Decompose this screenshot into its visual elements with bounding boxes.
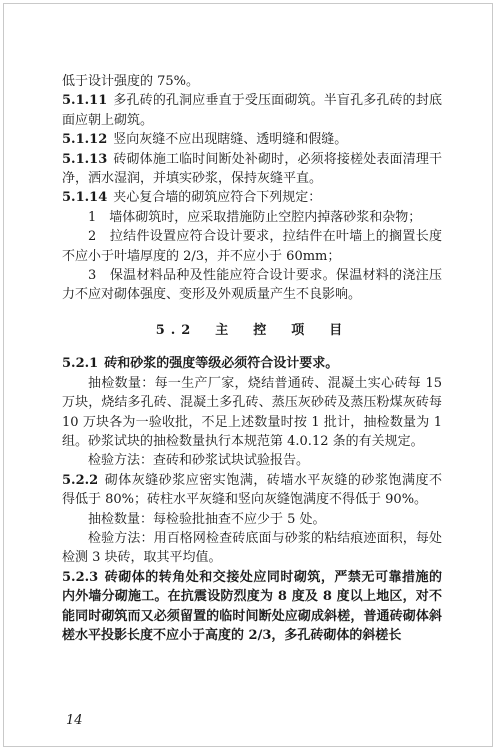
clause-text: 砖砌体的转角处和交接处应同时砌筑，严禁无可靠措施的内外墙分砌施工。在抗震设防烈度为 8 度及 8 度以上地区，对不能同时砌筑而又必须留置的临时间断处应砌成斜槎，普通砖砌体斜槎水平投影长度不应小于高度的 2/3，多孔砖砌体的斜槎长 — [62, 569, 442, 643]
clause-number: 5.1.13 — [62, 151, 108, 167]
clause-5-1-14 — [62, 188, 442, 207]
clause-text: 砖砌体施工临时间断处补砌时，必须将接槎处表面清理干净，洒水湿润，并填实砂浆，保持灰缝平直。 — [62, 151, 442, 187]
paragraph: 检验方法：用百格网检查砖底面与砂浆的粘结痕迹面积，每处检测 3 块砖，取其平均值。 — [62, 530, 442, 566]
clause-number: 5.2.1 — [62, 356, 99, 372]
list-item: 2 拉结件设置应符合设计要求，拉结件在叶墙上的搁置长度不应小于叶墙厚度的 2/3，并不应小于 60mm； — [62, 229, 442, 264]
paragraph: 抽检数量：每检验批抽查不应少于 5 处。 — [88, 511, 326, 527]
paragraph: 低于设计强度的 75%。 — [62, 74, 200, 89]
document-body — [62, 72, 442, 645]
clause-text: 多孔砖的孔洞应垂直于受压面砌筑。半盲孔多孔砖的封底面应朝上砌筑。 — [62, 93, 442, 128]
section-title: 5.2 主 控 项 目 — [155, 322, 349, 338]
list-item: 3 保温材料品种及性能应符合设计要求。保温材料的浇注压力不应对砌体强度、变形及外观质量产生不良影响。 — [62, 268, 442, 303]
clause-text: 砌体灰缝砂浆应密实饱满，砖墙水平灰缝的砂浆饱满度不得低于 80%；砖柱水平灰缝和竖向灰缝饱满度不得低于 90%。 — [62, 472, 442, 508]
clause-5-1-11 — [62, 91, 442, 130]
clause-number: 5.2.2 — [62, 472, 99, 488]
page-number: 14 — [66, 713, 83, 728]
clause-number: 5.1.12 — [62, 132, 108, 148]
clause-text: 竖向灰缝不应出现瞎缝、透明缝和假缝。 — [113, 132, 348, 148]
paragraph: 检验方法：查砖和砂浆试块试验报告。 — [88, 453, 310, 469]
clause-5-1-12 — [62, 130, 442, 149]
clause-number: 5.1.11 — [62, 93, 108, 109]
list-item: 1 墙体砌筑时，应采取措施防止空腔内掉落砂浆和杂物； — [88, 209, 422, 225]
clause-text: 砖和砂浆的强度等级必须符合设计要求。 — [104, 356, 339, 372]
clause-number: 5.1.14 — [62, 190, 108, 206]
clause-text: 夹心复合墙的砌筑应符合下列规定： — [113, 190, 322, 206]
clause-5-2-2 — [62, 471, 442, 510]
clause-5-2-3 — [62, 568, 442, 646]
paragraph: 抽检数量：每一生产厂家，烧结普通砖、混凝土实心砖每 15 万块，烧结多孔砖、混凝土多孔砖、蒸压灰砂砖及蒸压粉煤灰砖每 10 万块各为一验收批，不足上述数量时按 1 批计，抽检数量为 1 组。砂浆试块的抽检数量执行本规范第 4.0.12 条的有关规定。 — [62, 375, 442, 449]
clause-5-1-13 — [62, 150, 442, 189]
clause-number: 5.2.3 — [62, 569, 99, 585]
clause-5-2-1 — [62, 354, 442, 373]
